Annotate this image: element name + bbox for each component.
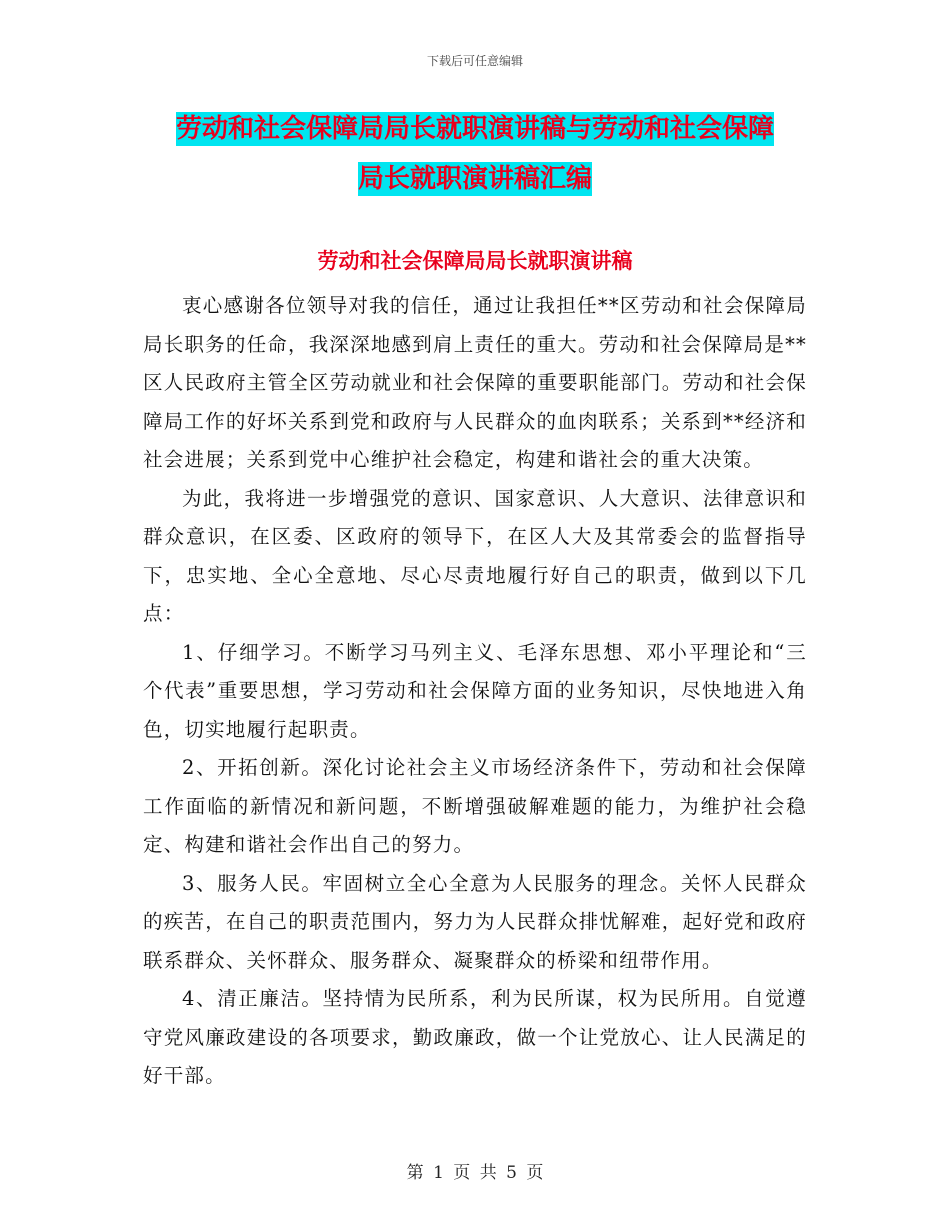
paragraph: 衷心感谢各位领导对我的信任，通过让我担任**区劳动和社会保障局局长职务的任命，我深深地感到肩上责任的重大。劳动和社会保障局是**区人民政府主管全区劳动就业和社会保障的重要职能部门。劳动和社会保障局工作的好坏关系到党和政府与人民群众的血肉联系；关系到**经济和社会进展；关系到党中心维护社会稳定，构建和谐社会的重大决策。 xyxy=(143,294,807,471)
page-number: 第 1 页 共 5 页 xyxy=(406,1163,544,1183)
paragraph: 1、仔细学习。不断学习马列主义、毛泽东思想、邓小平理论和“三个代表”重要思想，学习劳动和社会保障方面的业务知识，尽快地进入角色，切实地履行起职责。 xyxy=(143,640,807,741)
paragraph: 3、服务人民。牢固树立全心全意为人民服务的理念。关怀人民群众的疾苦，在自己的职责范围内，努力为人民群众排忧解难，起好党和政府联系群众、关怀群众、服务群众、凝聚群众的桥梁和纽带作用。 xyxy=(143,871,807,972)
section-title: 劳动和社会保障局局长就职演讲稿 xyxy=(317,249,633,273)
document-body xyxy=(143,287,807,1096)
paragraph: 2、开拓创新。深化讨论社会主义市场经济条件下，劳动和社会保障工作面临的新情况和新问题，不断增强破解难题的能力，为维护社会稳定、构建和谐社会作出自己的努力。 xyxy=(143,756,807,856)
document-title xyxy=(0,104,950,204)
paragraph: 4、清正廉洁。坚持情为民所系，利为民所谋，权为民所用。自觉遵守党风廉政建设的各项要求，勤政廉政，做一个让党放心、让人民满足的好干部。 xyxy=(143,987,807,1087)
document-title-line-1: 劳动和社会保障局局长就职演讲稿与劳动和社会保障 xyxy=(175,114,774,144)
document-title-line-2: 局长就职演讲稿汇编 xyxy=(357,164,592,194)
page-header-note: 下载后可任意编辑 xyxy=(426,54,523,68)
paragraph: 为此，我将进一步增强党的意识、国家意识、人大意识、法律意识和群众意识，在区委、区政府的领导下，在区人大及其常委会的监督指导下，忠实地、全心全意地、尽心尽责地履行好自己的职责，做到以下几点： xyxy=(143,486,807,625)
